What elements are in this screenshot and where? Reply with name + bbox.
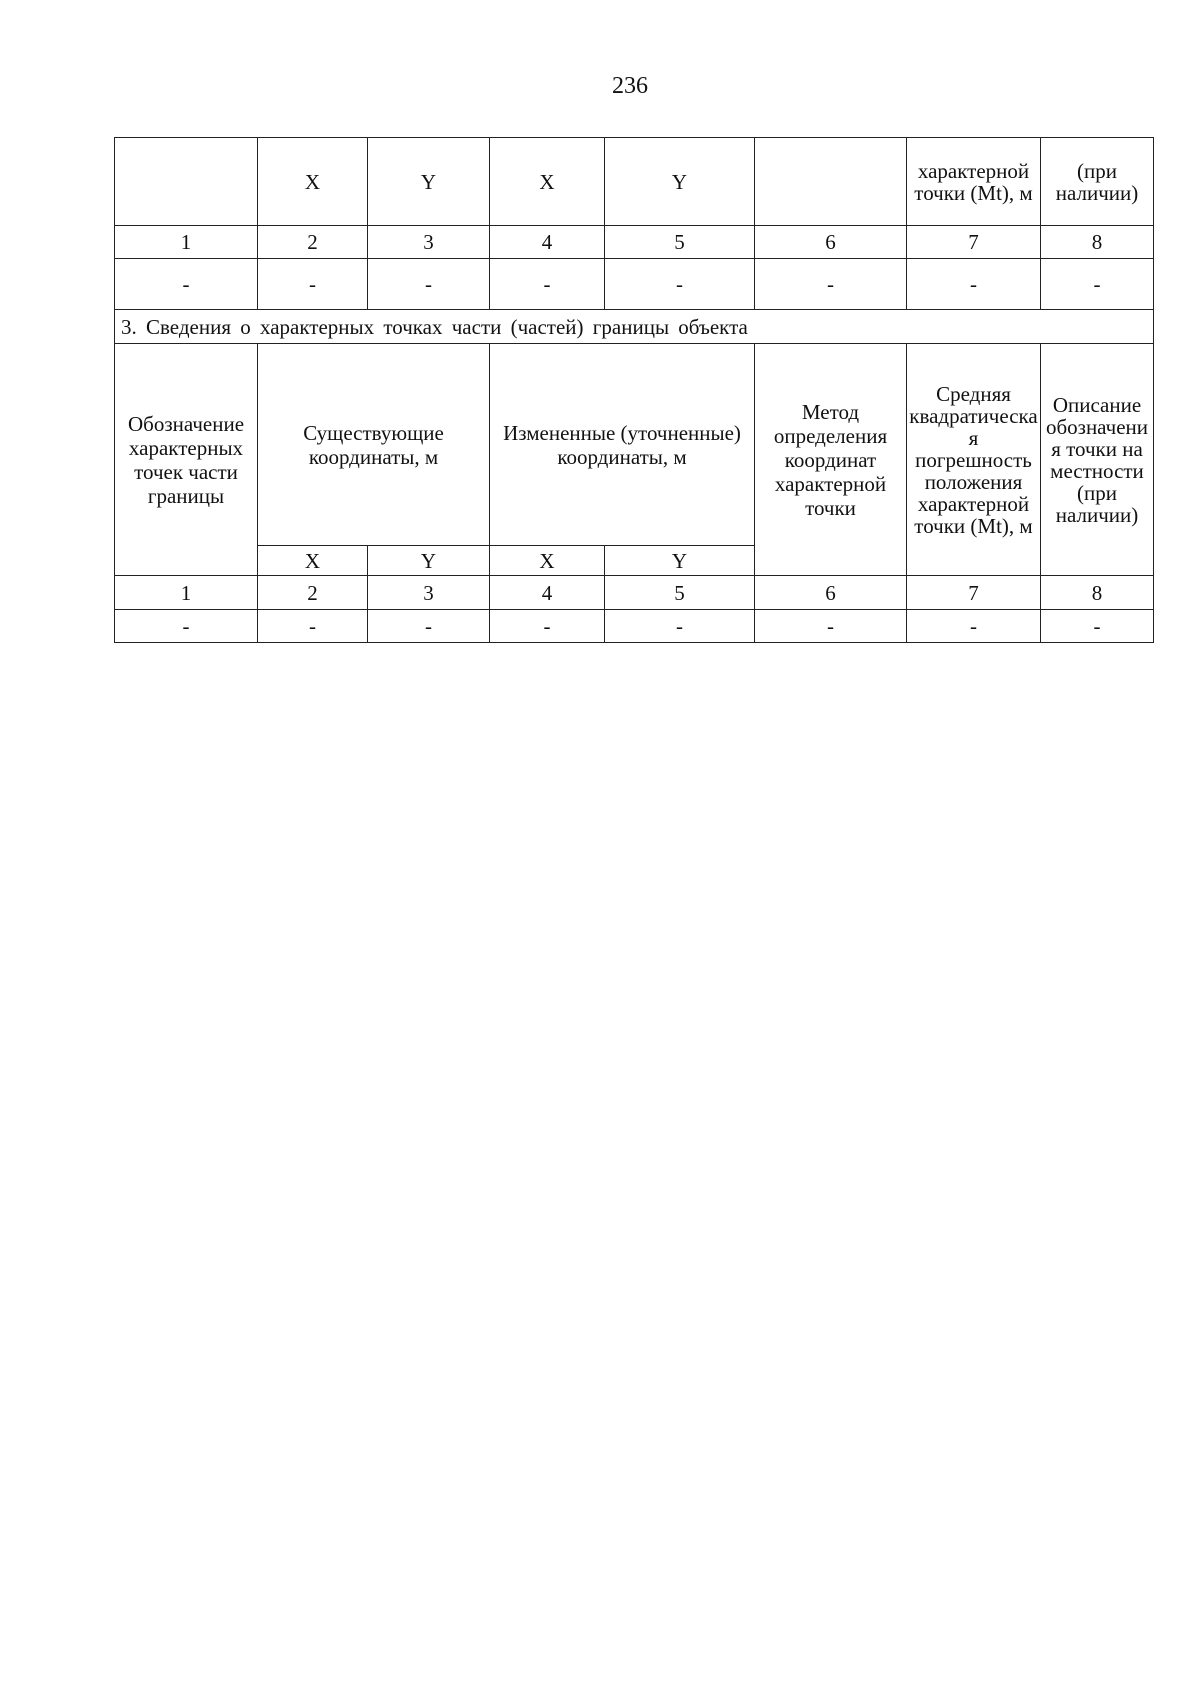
table1-num-cell: 7 <box>907 226 1041 259</box>
table1-data-cell: - <box>907 259 1041 310</box>
coordinates-table <box>114 137 1154 643</box>
table1-data-cell: - <box>1041 259 1154 310</box>
table1-data-row <box>115 259 1154 310</box>
page-number: 236 <box>612 73 648 99</box>
table1-number-row <box>115 226 1154 259</box>
section3-header-row <box>115 344 1154 546</box>
table1-data-cell: - <box>490 259 605 310</box>
section3-data-cell: - <box>755 610 907 643</box>
section3-num-cell: 6 <box>755 576 907 610</box>
table1-data-cell: - <box>368 259 490 310</box>
section3-num-cell: 7 <box>907 576 1041 610</box>
section3-title: 3. Сведения о характерных точках части (частей) границы объекта <box>115 310 1154 344</box>
section3-data-cell: - <box>605 610 755 643</box>
section3-sub-y2: Y <box>605 546 755 576</box>
section3-header-error: Средняя квадратическая погрешность положения характерной точки (Mt), м <box>907 344 1041 576</box>
section3-num-cell: 5 <box>605 576 755 610</box>
table1-header-x1: X <box>258 138 368 226</box>
section3-num-cell: 1 <box>115 576 258 610</box>
section3-num-cell: 2 <box>258 576 368 610</box>
section3-data-row <box>115 610 1154 643</box>
section3-header-existing-coords: Существующие координаты, м <box>258 344 490 546</box>
section3-title-row <box>115 310 1154 344</box>
table1-header-empty-6 <box>755 138 907 226</box>
section3-num-cell: 8 <box>1041 576 1154 610</box>
table1-data-cell: - <box>258 259 368 310</box>
section3-header-method: Метод определения координат характерной точки <box>755 344 907 576</box>
table1-header-col8: (при наличии) <box>1041 138 1154 226</box>
table1-num-cell: 4 <box>490 226 605 259</box>
section3-data-cell: - <box>368 610 490 643</box>
section3-header-changed-coords: Измененные (уточненные) координаты, м <box>490 344 755 546</box>
table1-header-empty-1 <box>115 138 258 226</box>
section3-header-description: Описание обозначения точки на местности (при наличии) <box>1041 344 1154 576</box>
table1-num-cell: 3 <box>368 226 490 259</box>
section3-sub-y1: Y <box>368 546 490 576</box>
section3-num-cell: 3 <box>368 576 490 610</box>
table1-header-y1: Y <box>368 138 490 226</box>
section3-sub-x2: X <box>490 546 605 576</box>
section3-data-cell: - <box>907 610 1041 643</box>
section3-num-cell: 4 <box>490 576 605 610</box>
table1-header-x2: X <box>490 138 605 226</box>
table1-header-col7: характерной точки (Mt), м <box>907 138 1041 226</box>
table1-num-cell: 2 <box>258 226 368 259</box>
section3-number-row <box>115 576 1154 610</box>
section3-sub-x1: X <box>258 546 368 576</box>
section3-header-designation: Обозначение характерных точек части границы <box>115 344 258 576</box>
table1-num-cell: 1 <box>115 226 258 259</box>
table1-header-row <box>115 138 1154 226</box>
table1-data-cell: - <box>755 259 907 310</box>
section3-data-cell: - <box>115 610 258 643</box>
section3-data-cell: - <box>490 610 605 643</box>
table1-num-cell: 6 <box>755 226 907 259</box>
table1-data-cell: - <box>605 259 755 310</box>
table1-num-cell: 8 <box>1041 226 1154 259</box>
section3-data-cell: - <box>258 610 368 643</box>
table1-data-cell: - <box>115 259 258 310</box>
section3-data-cell: - <box>1041 610 1154 643</box>
table1-header-y2: Y <box>605 138 755 226</box>
table1-num-cell: 5 <box>605 226 755 259</box>
